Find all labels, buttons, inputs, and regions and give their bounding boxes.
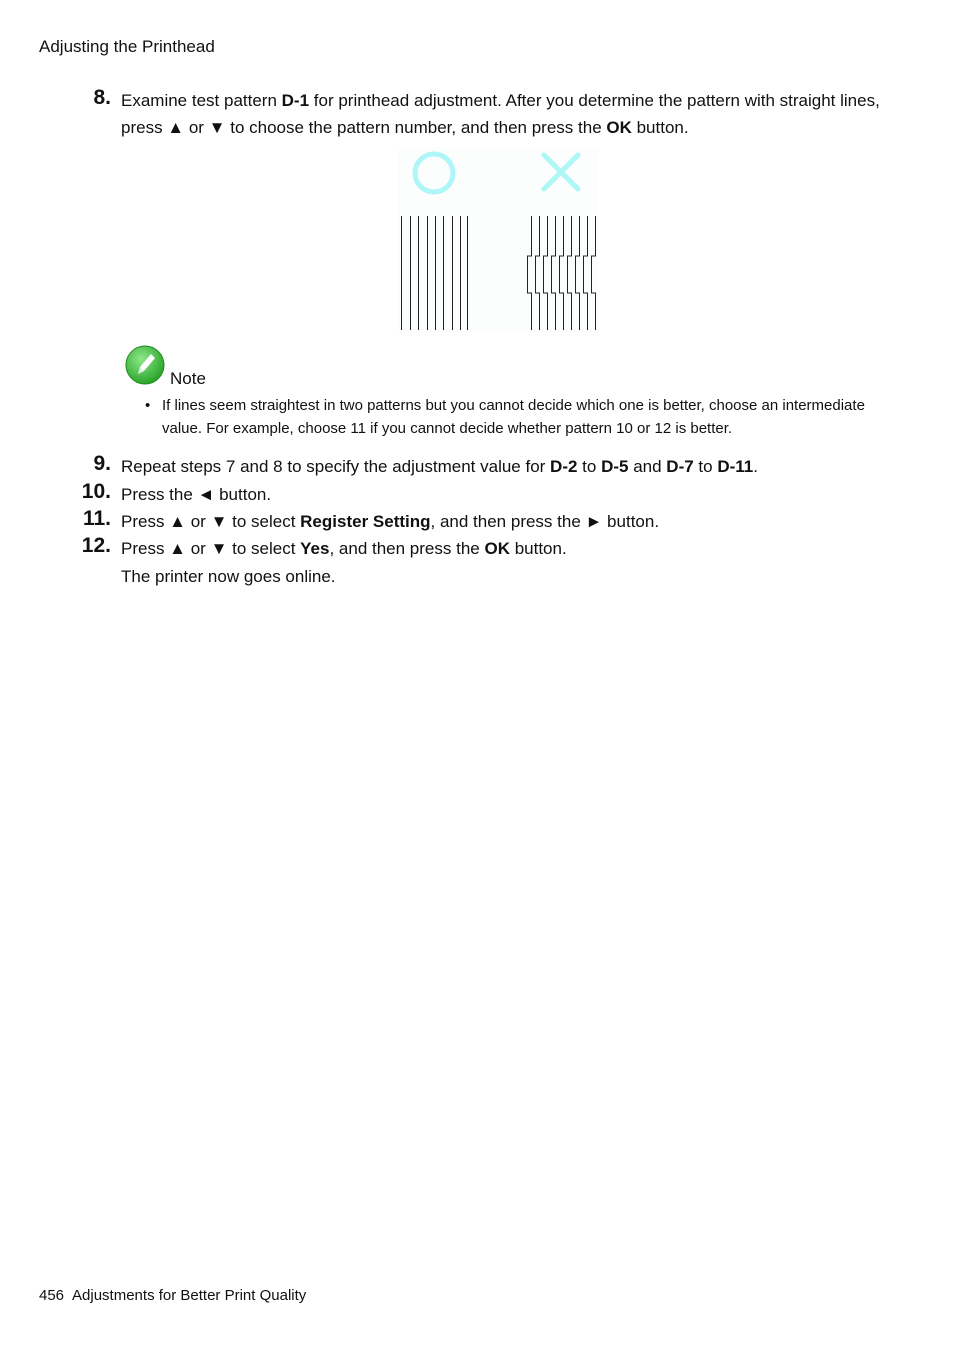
step-12-result: The printer now goes online. [121, 567, 336, 586]
running-header: Adjusting the Printhead [39, 37, 215, 56]
note-label: Note [170, 369, 206, 388]
step-number: 12. [81, 534, 111, 557]
step-number: 9. [93, 452, 111, 475]
step-number: 8. [93, 86, 111, 109]
footer-section: Adjustments for Better Print Quality [72, 1287, 307, 1304]
step-text: Repeat steps 7 and 8 to specify the adjustment value for D-2 to D-5 and D-7 to D-11. [121, 457, 758, 476]
step-text: Press ▲ or ▼ to select Register Setting, and then press the ► button. [121, 512, 660, 531]
step-text: Examine test pattern D-1 for printhead adjustment. After you determine the pattern with straight lines, press ▲ or ▼ to choose the pattern number, and then press the OK button. [121, 91, 880, 137]
note-text: If lines seem straightest in two patterns but you cannot decide which one is better, choose an intermediate value. For example, choose 11 if you cannot decide whether pattern 10 or 12 is better. [162, 397, 865, 437]
step-number: 11. [82, 507, 111, 530]
step-text: Press ▲ or ▼ to select Yes, and then press the OK button. [121, 539, 567, 558]
step-text: Press the ◄ button. [121, 485, 272, 504]
test-pattern-figure [398, 148, 598, 333]
bullet: • [145, 397, 151, 414]
step-number: 10. [81, 480, 111, 503]
page-number: 456 [39, 1287, 65, 1304]
page-footer [39, 1287, 306, 1304]
pencil-note-icon [124, 344, 166, 386]
